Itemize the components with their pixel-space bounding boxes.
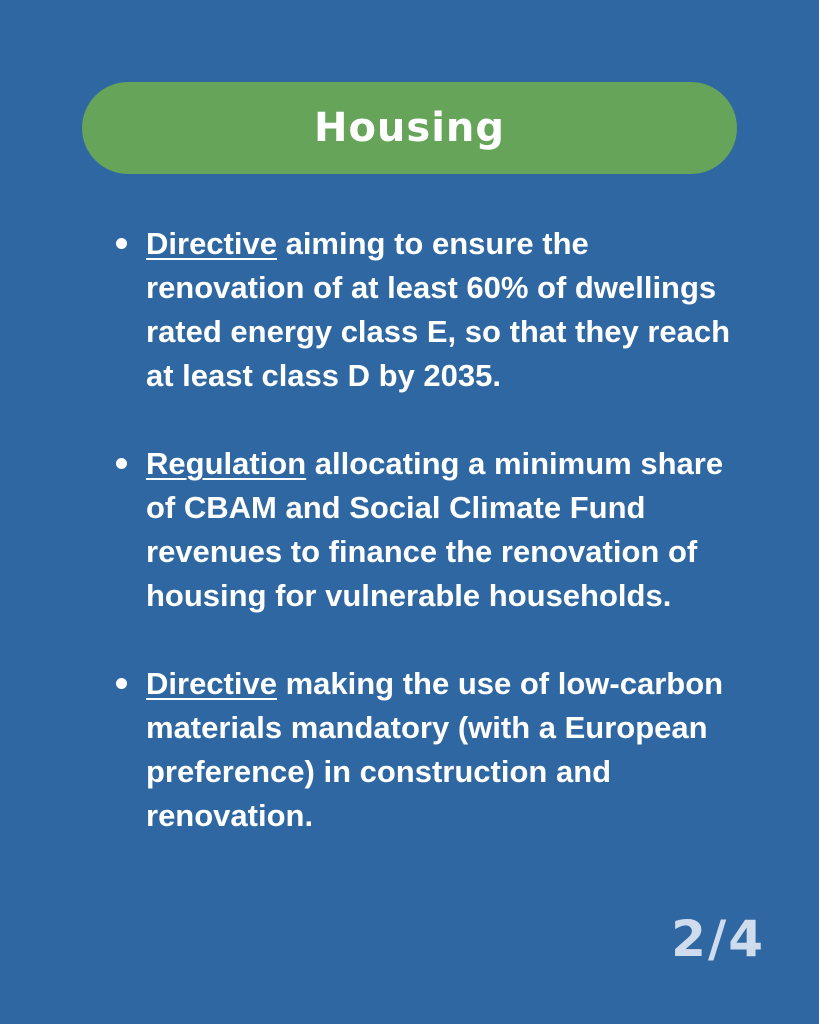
- item-text: making the use of low-carbon materials mandatory (with a European preference) in construction and renovation.: [146, 666, 724, 833]
- title-banner: [82, 82, 737, 174]
- page-title: Housing: [313, 105, 506, 151]
- list-item: [110, 222, 750, 398]
- bullet-list: [110, 222, 750, 882]
- item-keyword: Directive: [146, 226, 277, 261]
- item-text: aiming to ensure the renovation of at least 60% of dwellings rated energy class E, so that they reach at least class D by 2035.: [146, 226, 731, 393]
- item-keyword: Directive: [146, 666, 277, 701]
- page-number: 2/4: [671, 910, 765, 968]
- item-text: allocating a minimum share of CBAM and Social Climate Fund revenues to finance the renovation of housing for vulnerable households.: [146, 446, 724, 613]
- item-keyword: Regulation: [146, 446, 307, 481]
- bullet-icon: [116, 458, 127, 469]
- list-item: [110, 442, 750, 618]
- bullet-icon: [116, 238, 127, 249]
- bullet-icon: [116, 678, 127, 689]
- list-item: [110, 662, 750, 838]
